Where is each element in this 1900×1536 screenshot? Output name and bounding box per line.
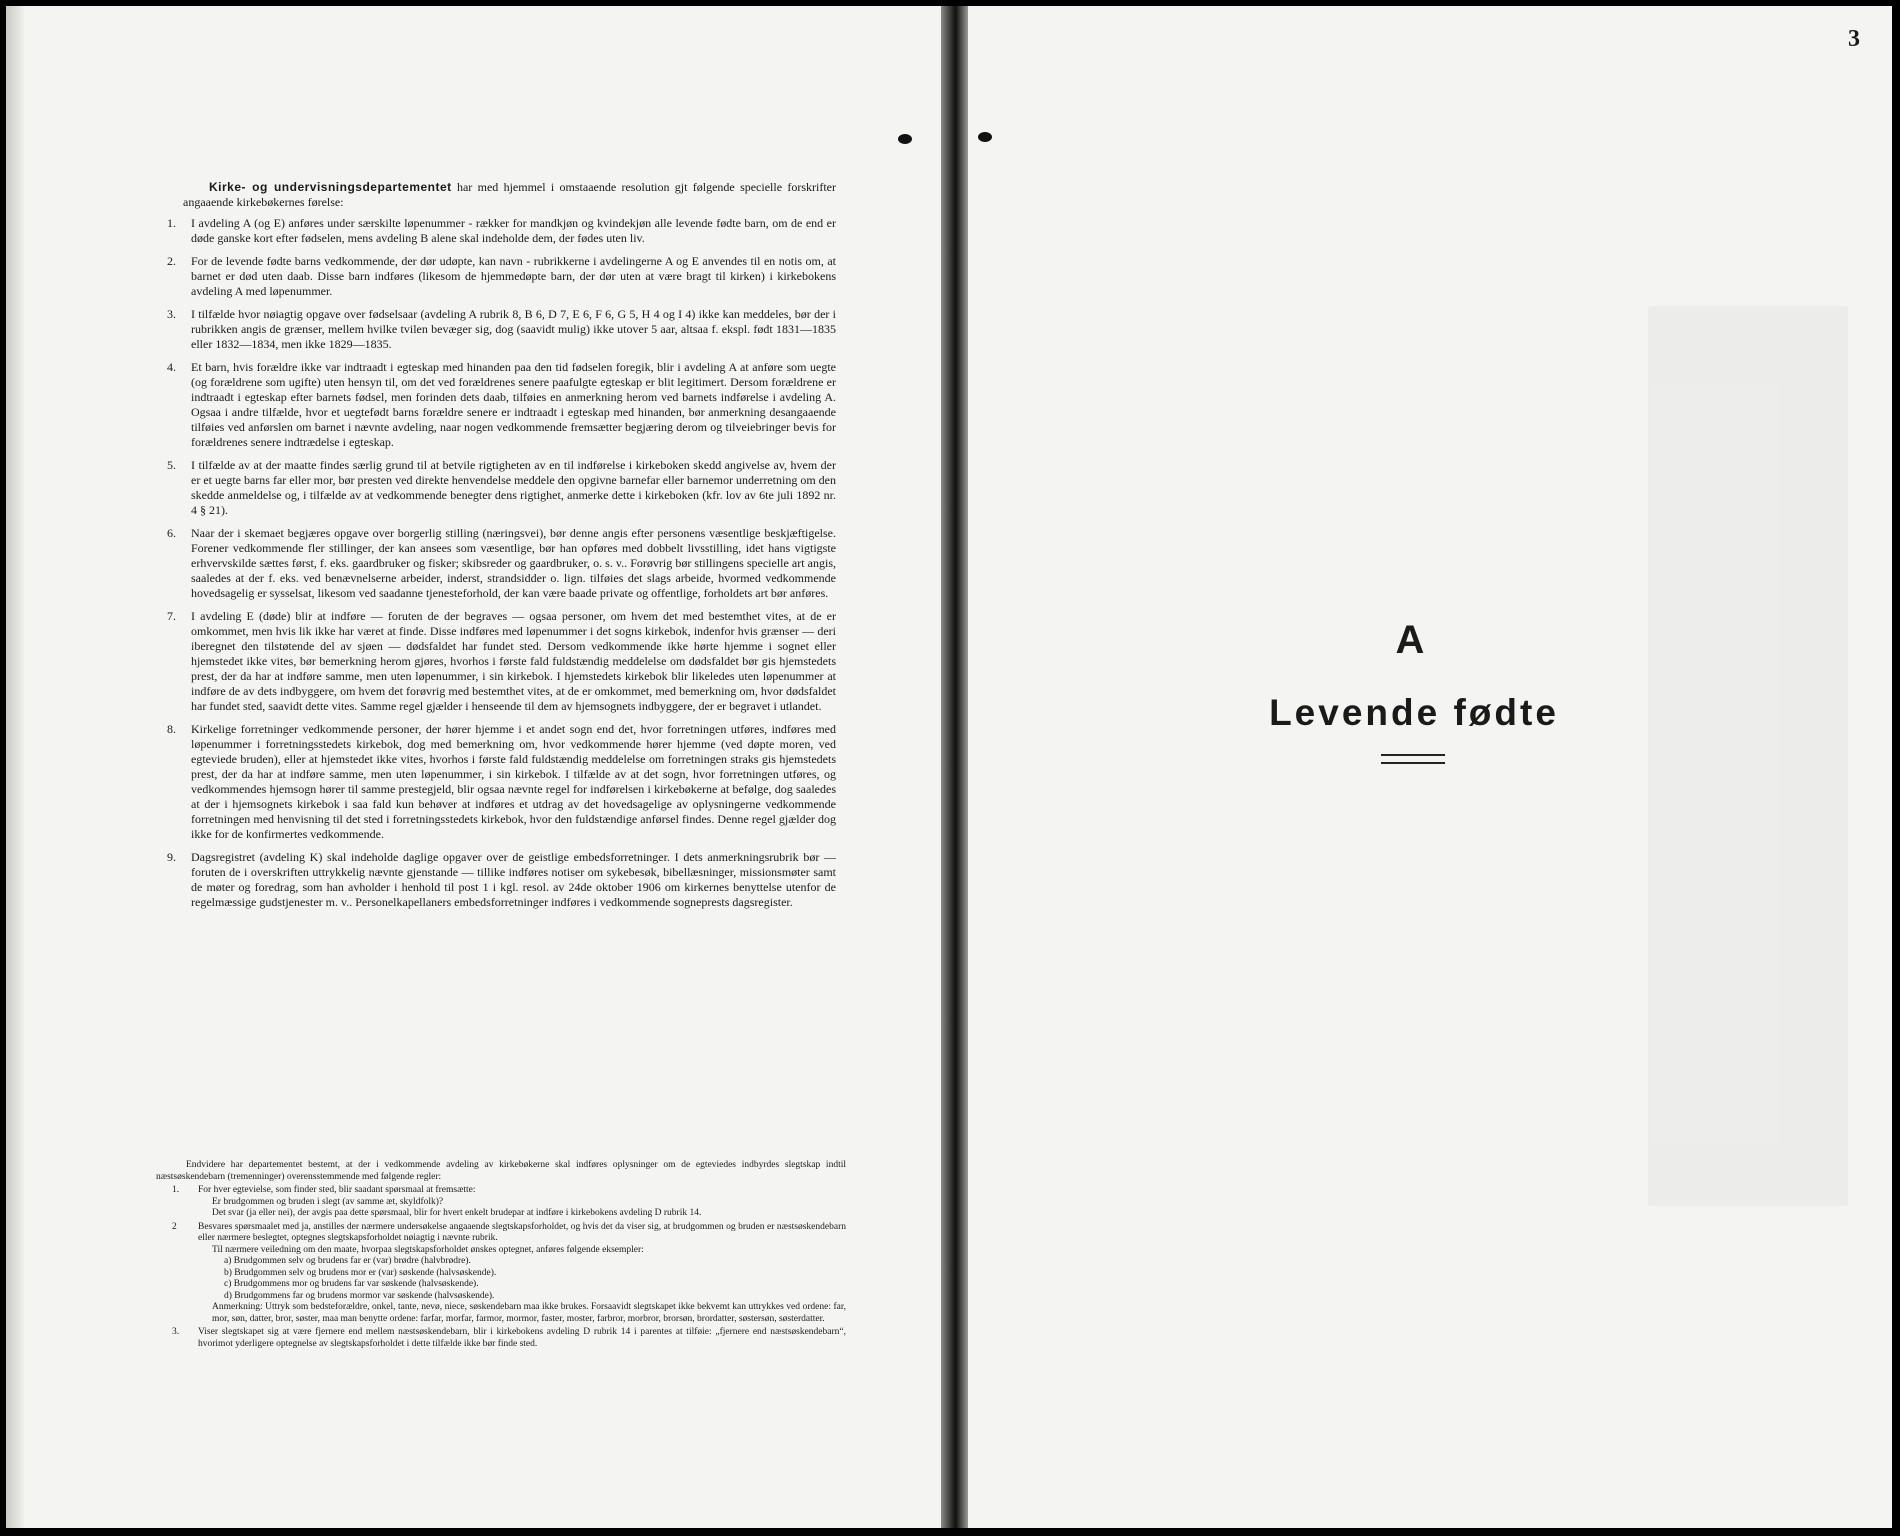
supplement-number: 1. xyxy=(172,1185,180,1195)
rule-item xyxy=(161,307,836,352)
rule-text: Naar der i skemaet begjæres opgave over borgerlig stilling (næringsvei), bør denne angis efter personens væsentlige beskjæftigelse. Forener vedkommende fler stillinger, der kan ansees som væsentlige, bør han opføres med dobbelt livsstilling, idet hans vigtigste erhvervskilde sættes først, f. eks. gaardbruker og fisker; skibsreder og gaardbruker, o. s. v.. Forøvrig bør stillingens specielle art angis, saaledes at der f. eks. ved benævnelserne arbeider, inderst, strandsidder o. lign. tilføies det slags arbeide, hvormed vedkommende hovedsagelig er sysselsat, likesom ved saadanne tjenesteforhold, der kan være baade private og offentlige, forholdets art bør anføres. xyxy=(191,526,836,600)
rule-item xyxy=(161,722,836,842)
rule-item xyxy=(161,216,836,246)
rule-number: 1. xyxy=(167,216,176,230)
right-page xyxy=(968,6,1892,1528)
section-title: Levende fødte xyxy=(1269,692,1559,733)
regulations-text xyxy=(161,180,836,918)
rule-text: I tilfælde hvor nøiagtig opgave over fødselsaar (avdeling A rubrik 8, B 6, D 7, E 6, F 6, G 5, H 4 og I 4) ikke kan meddeles, bør der i rubrikken angis de grænser, mellem hvilke tvilen bevæger sig, dog (saavidt mulig) ikke utover 5 aar, altsaa f. ekspl. født 1831—1835 eller 1832—1834, men ikke 1829—1835. xyxy=(191,307,836,351)
supplement-text xyxy=(156,1160,846,1352)
intro-text: har med hjemmel i omstaaende resolution gjt følgende specielle forskrifter angaaende kirkebøkernes førelse: xyxy=(183,180,836,209)
rule-text: Dagsregistret (avdeling K) skal indeholde daglige opgaver over de geistlige embedsforretninger. I dets anmerkningsrubrik bør — foruten de i overskriften uttrykkelig nævnte gjenstande — tillike indføres notiser om sykebesøk, bibellæsninger, missionsmøter samt de møter og foredrag, som han avholder i henhold til post 1 i kgl. resol. av 24de oktober 1906 om kirkernes benyttelse utenfor de regelmæssige gudstjenester m. v.. Personelkapellaners embedsforretninger indføres i vedkommende sogneprests dagsregister. xyxy=(191,850,836,909)
supplement-item xyxy=(156,1327,846,1350)
rule-number: 9. xyxy=(167,850,176,864)
rules-list xyxy=(161,216,836,910)
supplement-example: c) Brudgommens mor og brudens far var søskende (halvsøskende). xyxy=(224,1279,479,1289)
rule-text: Kirkelige forretninger vedkommende personer, der hører hjemme i et andet sogn end det, hvor forretningen utføres, indføres med løpenummer i forretningsstedets kirkebok, dog med bemerkning om, hvor vedkommende hører hjemme (ved døpte moren, ved egteviede bruden), eller at hjemstedet ikke vites, hvorhos i første fald fuldstændig meddelelse om forretningen straks gis hjemstedets prest, der da har at indføre samme, men uten løpenummer, i sin kirkebok. I tilfælde av at det sogn, hvor forretningen utføres, og vedkommendes hjemsogn hører til samme prestegjeld, blir ogsaa nævnte regel for indførelsen i kirkebøkerne at befølge, dog saaledes at der i hjemsognets kirkebok i saa fald kun behøver at indføres et utdrag av det hovedsagelige av oplysningerne vedkommende forretningen med henvisning til det sted i forretningsstedets kirkebok, hvor den fuldstændige anførsel findes. Denne regel gjælder dog ikke for de konfirmertes vedkommende. xyxy=(191,722,836,841)
rule-item xyxy=(161,360,836,450)
rule-number: 4. xyxy=(167,360,176,374)
supplement-guide: Til nærmere veiledning om den maate, hvorpaa slegtskapsforholdet ønskes optegnet, anføres følgende eksempler: xyxy=(212,1244,644,1255)
rule-text: I avdeling A (og E) anføres under særskilte løpenummer - rækker for mandkjøn og kvindekjøn alle levende fødte barn, om de end er døde ganske kort efter fødselen, mens avdeling B alene skal indeholde dem, der fødes uten liv. xyxy=(191,216,836,245)
binding-hole xyxy=(898,134,912,144)
supplement-item-text: For hver egtevielse, som finder sted, blir saadant spørsmaal at fremsætte: xyxy=(198,1185,476,1195)
rule-number: 2. xyxy=(167,254,176,268)
supplement-example: b) Brudgommen selv og brudens mor er (var) søskende (halvsøskende). xyxy=(224,1267,497,1278)
supplement-question: Er brudgommen og bruden i slegt (av samme æt, skyldfolk)? xyxy=(212,1196,444,1207)
rule-number: 8. xyxy=(167,722,176,736)
binding-hole xyxy=(978,132,992,142)
intro-paragraph xyxy=(183,180,836,210)
supplement-item xyxy=(156,1185,846,1220)
rule-number: 3. xyxy=(167,307,176,321)
rule-text: I avdeling E (døde) blir at indføre — foruten de der begraves — ogsaa personer, om hvem det med bestemthet vites, at de er omkommet, men hvis lik ikke har været at finde. Disse indføres med løpenummer i det sogns kirkebok, indenfor hvis grænser — deri iberegnet den tilstøtende del av sjøen — dødsfaldet har fundet sted. Dersom vedkommende ikke hørte hjemme i sognet eller hjemstedet ikke vites, bør bemerkning herom gjøres, hvorhos i første fald fuldstændig meddelelse om dødsfaldet bør gis hjemstedets prest, der da har at indføre samme, men uten løpenummer, i sin kirkebok. I hjemstedets kirkebok blir likeledes uten løpenummer at indføre de av dets indbyggere, om hvem det forøvrig med bestemthet vites, at de er omkommet, med bemerkning om, hvor dødsfaldet har fundet sted, saavidt dette vites. Samme regel gjælder i henseende til dem av hjemsognets indbyggere, der er begravet i utlandet. xyxy=(191,609,836,713)
department-name: Kirke- og undervisningsdepartementet xyxy=(209,180,452,194)
rule-number: 7. xyxy=(167,609,176,623)
double-rule xyxy=(1381,754,1445,764)
rule-item xyxy=(161,458,836,518)
rule-item xyxy=(161,850,836,910)
supplement-example: a) Brudgommen selv og brudens far er (var) brødre (halvbrødre). xyxy=(224,1256,471,1266)
supplement-item-text: Besvares spørsmaalet med ja, anstilles der nærmere undersøkelse angaaende slegtskapsforholdet, og hvis det da viser sig, at brudgommen og bruden er næstsøskendebarn eller nærmere beslegtet, optegnes slegtskapsforholdet nøiagtig i nævnte rubrik. xyxy=(198,1221,846,1243)
page-edge xyxy=(6,6,24,1528)
supplement-number: 2 xyxy=(172,1221,177,1232)
supplement-item xyxy=(156,1222,846,1326)
rule-text: For de levende fødte barns vedkommende, der dør udøpte, kan navn - rubrikkerne i avdelingerne A og E anvendes til en notis om, at barnet er død uten daab. Disse barn indføres (likesom de hjemmedøpte barn, der dør uten at være bragt til kirken) i kirkebokens avdeling A med løpenummer. xyxy=(191,254,836,298)
rule-number: 6. xyxy=(167,526,176,540)
page-number: 3 xyxy=(1848,26,1860,52)
rule-item xyxy=(161,609,836,714)
supplement-number: 3. xyxy=(172,1327,180,1337)
supplement-example: d) Brudgommens far og brudens mormor var søskende (halvsøskende). xyxy=(224,1290,495,1301)
rule-text: Et barn, hvis forældre ikke var indtraadt i egteskap med hinanden paa den tid fødselen foregik, blir i avdeling A at anføre som uegte (og forældrene som ugifte) uten hensyn til, om det ved forældrenes senere paafulgte egteskap er blit legitimert. Dersom forældrene er indtraadt i egteskap efter barnets fødsel, men forinden dets daab, tilføies en anmerkning herom ved barnets indførelse i avdeling A. Ogsaa i andre tilfælde, hvor et uegtefødt barns forældre senere er indtraadt i egteskap med hinanden, bør anmerkning desangaaende tilføies ved anførslen om barnet i nævnte avdeling, naar nogen vedkommende fremsætter begjæring derom og tilveiebringer bevis for forældrenes senere indtrædelse i egteskap. xyxy=(191,360,836,449)
rule-item xyxy=(161,254,836,299)
bleed-through xyxy=(1648,306,1848,1206)
supplement-answer: Det svar (ja eller nei), der avgis paa dette spørsmaal, blir for hvert enkelt brudepar at indføre i kirkebokens avdeling D rubrik 14. xyxy=(212,1208,702,1218)
rule-item xyxy=(161,526,836,601)
supplement-note: Anmerkning: Uttryk som bedsteforældre, onkel, tante, nevø, niece, søskendebarn maa ikke brukes. Forsaavidt slegtskapet ikke bekvemt kan uttrykkes ved ordene: far, mor, søn, datter, bror, søster, maa man benytte ordene: farfar, morfar, farmor, mormor, faster, moster, farbror, morbror, brorsøn, brordatter, søstersøn, søsterdatter. xyxy=(212,1302,846,1324)
section-letter: A xyxy=(1395,618,1425,662)
left-page xyxy=(6,6,941,1528)
supplement-lead: Endvidere har departementet bestemt, at der i vedkommende avdeling av kirkebøkerne skal indføres oplysninger om de egteviedes indbyrdes slegtskap indtil næstsøskendebarn (tremenninger) overensstemmende med følgende regler: xyxy=(156,1160,846,1182)
book-spine xyxy=(941,6,968,1528)
rule-text: I tilfælde av at der maatte findes særlig grund til at betvile rigtigheten av en til indførelse i kirkeboken skedd angivelse av, hvem der er et uegte barns far eller mor, bør presten ved direkte henvendelse meddele den opgivne barnefar eller barnemor underretning om den skedde anmeldelse og, i tilfælde av at vedkommende benegter dens rigtighet, anmerke dette i kirkeboken (kfr. lov av 6te juli 1892 nr. 4 § 21). xyxy=(191,458,836,517)
rule-number: 5. xyxy=(167,458,176,472)
supplement-item-text: Viser slegtskapet sig at være fjernere end mellem næstsøskendebarn, blir i kirkebokens avdeling D rubrik 14 i parentes at tilføie: „fjernere end næstsøskendebarn“, hvorimot yderligere optegnelse av slegtskapsforholdet i dette tilfælde ikke bør finde sted. xyxy=(198,1327,846,1349)
